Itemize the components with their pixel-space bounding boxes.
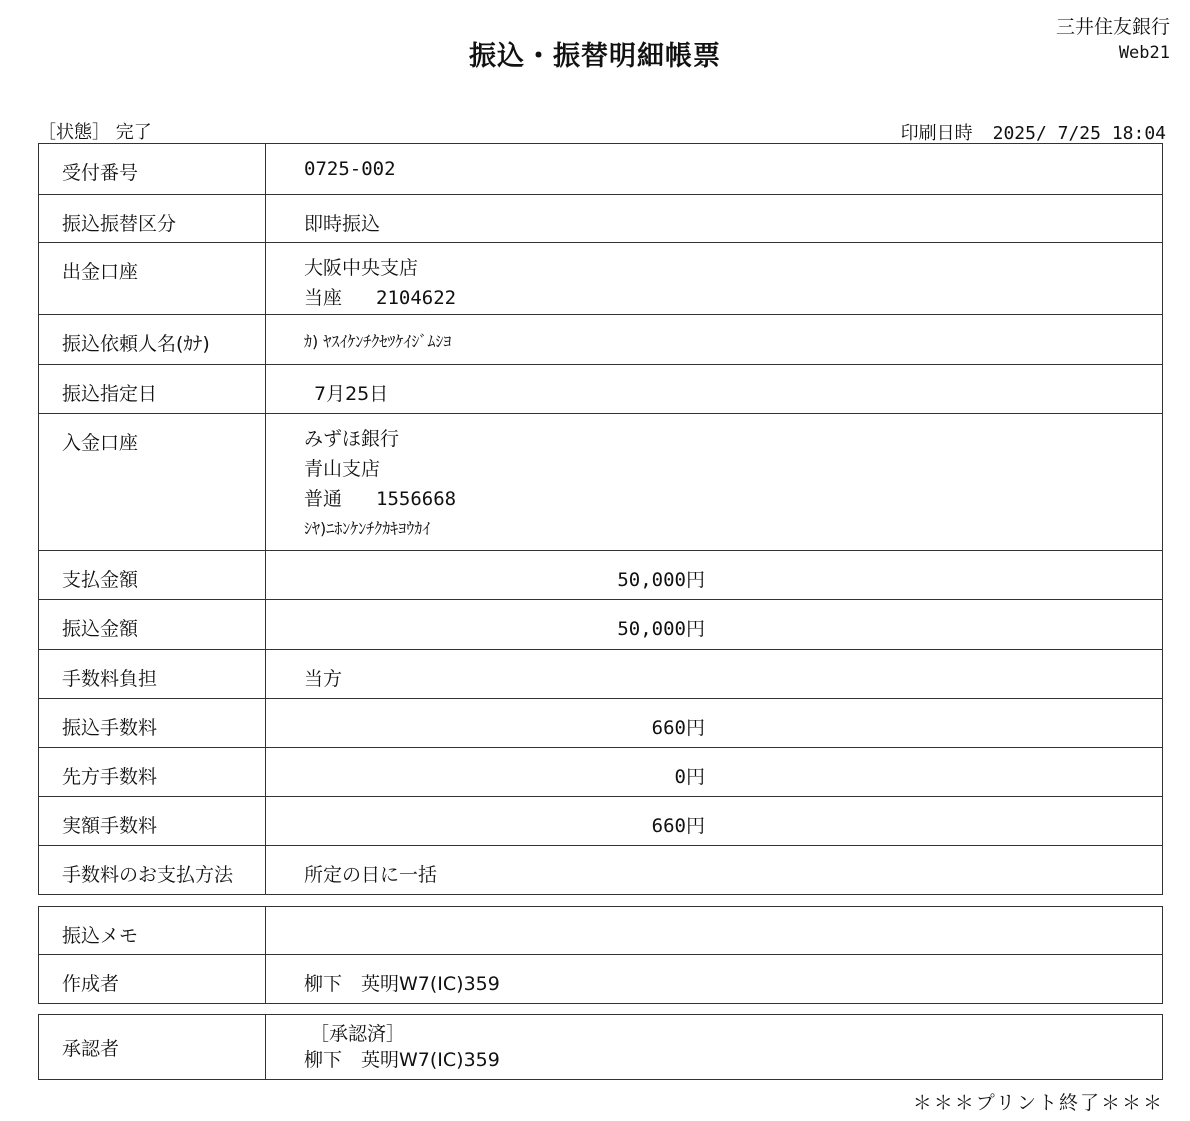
table-row	[39, 797, 1163, 846]
print-end-marker: ＊＊＊プリント終了＊＊＊	[912, 1092, 1164, 1114]
withdrawal-account-number: 2104622	[376, 287, 457, 309]
page-title: 振込・振替明細帳票	[469, 41, 721, 72]
table-row	[39, 600, 1163, 650]
status-line	[38, 118, 152, 144]
transfer-fee-value: 660円	[651, 717, 705, 739]
approver-value	[266, 1015, 1163, 1080]
memo-table	[38, 906, 1163, 1004]
table-row	[39, 195, 1163, 243]
table-row	[39, 414, 1163, 551]
fee-payment-method-value: 所定の日に一括	[266, 846, 1163, 895]
creator-label: 作成者	[39, 955, 266, 1004]
withdrawal-account-label: 出金口座	[39, 243, 266, 315]
table-row	[39, 650, 1163, 699]
withdrawal-account-value	[266, 243, 1163, 315]
bank-name: 三井住友銀行	[1055, 16, 1170, 38]
table-row	[39, 551, 1163, 600]
actual-fee-label: 実額手数料	[39, 797, 266, 846]
print-datetime-label: 印刷日時	[900, 123, 973, 144]
table-row	[39, 846, 1163, 895]
transfer-details-table	[38, 143, 1163, 895]
transfer-type-value: 即時振込	[266, 195, 1163, 243]
approver-label: 承認者	[39, 1015, 266, 1080]
recipient-fee-label: 先方手数料	[39, 748, 266, 797]
table-row	[39, 1015, 1163, 1080]
withdrawal-account-line	[304, 283, 1162, 313]
table-row	[39, 748, 1163, 797]
fee-bearer-label: 手数料負担	[39, 650, 266, 699]
recipient-fee-value: 0円	[674, 766, 705, 788]
bank-service-name: Web21	[1118, 43, 1170, 63]
payment-amount-label: 支払金額	[39, 551, 266, 600]
deposit-account-type: 普通	[304, 488, 343, 510]
requester-name-label: 振込依頼人名(ｶﾅ)	[39, 315, 266, 365]
memo-value	[266, 907, 1163, 955]
memo-label: 振込メモ	[39, 907, 266, 955]
receipt-number-label: 受付番号	[39, 144, 266, 195]
receipt-number-value: 0725-002	[266, 144, 1163, 195]
transfer-amount-label: 振込金額	[39, 600, 266, 650]
table-row	[39, 907, 1163, 955]
requester-name-value: ｶ) ﾔｽｲｹﾝﾁｸｾﾂｹｲｼﾞﾑｼﾖ	[266, 315, 1163, 365]
deposit-account-holder: ｼﾔ)ﾆﾎﾝｹﾝﾁｸｶｷﾖｳｶｲ	[304, 519, 431, 538]
table-row	[39, 955, 1163, 1004]
deposit-bank: みずほ銀行	[304, 428, 400, 450]
fee-bearer-value: 当方	[266, 650, 1163, 699]
transfer-fee-label: 振込手数料	[39, 699, 266, 748]
approval-table	[38, 1014, 1163, 1080]
print-datetime-value: 2025/ 7/25 18:04	[992, 123, 1166, 144]
deposit-account-value	[266, 414, 1163, 551]
fee-payment-method-label: 手数料のお支払方法	[39, 846, 266, 895]
transfer-type-label: 振込振替区分	[39, 195, 266, 243]
deposit-account-line	[304, 484, 1162, 514]
payment-amount-value: 50,000円	[617, 569, 705, 591]
status-value: 完了	[115, 122, 152, 143]
deposit-branch: 青山支店	[304, 458, 381, 480]
transfer-amount-value: 50,000円	[617, 618, 705, 640]
transfer-date-value: 7月25日	[266, 365, 1163, 414]
status-label: ［状態］	[38, 122, 110, 143]
transfer-date-label: 振込指定日	[39, 365, 266, 414]
deposit-account-label: 入金口座	[39, 414, 266, 551]
deposit-account-number: 1556668	[376, 488, 457, 510]
withdrawal-account-type: 当座	[304, 287, 343, 309]
creator-value: 柳下 英明W7(IC)359	[266, 955, 1163, 1004]
table-row	[39, 365, 1163, 414]
table-row	[39, 144, 1163, 195]
approver-name: 柳下 英明W7(IC)359	[304, 1049, 500, 1071]
withdrawal-branch: 大阪中央支店	[304, 257, 419, 279]
approval-status: ［承認済］	[310, 1023, 406, 1045]
table-row	[39, 315, 1163, 365]
table-row	[39, 699, 1163, 748]
print-datetime-line	[901, 119, 1166, 145]
actual-fee-value: 660円	[651, 815, 705, 837]
table-row	[39, 243, 1163, 315]
